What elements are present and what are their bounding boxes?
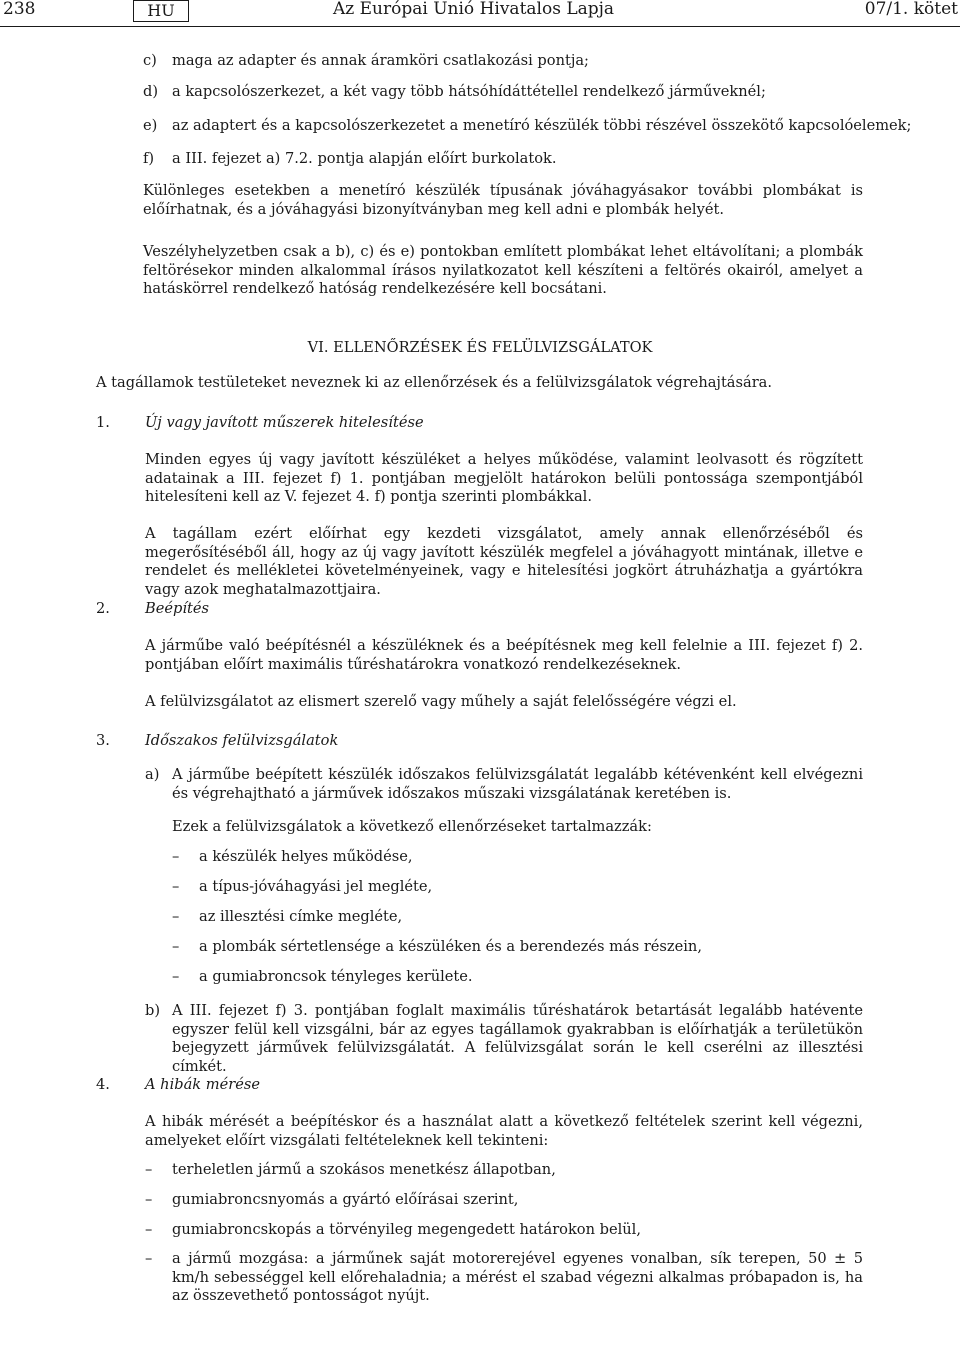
paragraph: A felülvizsgálatot az elismert szerelő vagy műhely a saját felelősségére végzi el. <box>145 693 737 710</box>
section-intro: A tagállamok testületeket neveznek ki az ellenőrzések és a felülvizsgálatok végrehajtására. <box>96 374 773 391</box>
paragraph: A hibák mérését a beépítéskor és a használat alatt a következő feltételek szerint kell végezni, amelyeket előírt vizsgálati feltételeknek kell tekinteni: <box>145 1113 863 1149</box>
header-rule <box>0 26 960 27</box>
list-item: a jármű mozgása: a járműnek saját motorerejével egyenes vonalban, sík terepen, 50 ± 5 km/h sebességgel kell előrehaladnia; a mérést el szabad végezni alkalmas próbapadon is, ha az összevethető pontosságot nyújt. <box>172 1250 863 1305</box>
paragraph: Minden egyes új vagy javított készüléket a helyes működése, valamint leolvasott és rögzített adatainak a III. fejezet f) 1. pontjában megjelölt határokon belüli pontossága szempontjából hitelesíteni kell az V. fejezet 4. f) pontja szerinti plombákkal. <box>145 451 863 506</box>
paragraph-emergency: Veszélyhelyzetben csak a b), c) és e) pontokban említett plombákat lehet eltávolítani; a plombák feltörésekor minden alkalommal írásos nyilatkozatot kell készíteni a feltörés okairól, amelyet a hatáskörrel rendelkező hatóság rendelkezésére kell bocsátani. <box>143 243 863 298</box>
page-number: 238 <box>3 0 36 19</box>
heading-number: 1. <box>96 414 110 431</box>
list-label: a) <box>145 766 160 783</box>
list-label: b) <box>145 1002 161 1019</box>
section-title: VI. ELLENŐRZÉSEK ÉS FELÜLVIZSGÁLATOK <box>307 339 653 356</box>
list-item: az illesztési címke megléte, <box>199 908 403 925</box>
heading-title: Időszakos felülvizsgálatok <box>145 732 339 749</box>
list-item: a készülék helyes működése, <box>199 848 413 865</box>
paragraph: A járműbe való beépítésnél a készüléknek és a beépítésnek meg kell felelnie a III. fejezet f) 2. pontjában előírt maximális tűréshatárokra vonatkozó rendelkezéseknek. <box>145 637 863 673</box>
list-item: a III. fejezet a) 7.2. pontja alapján előírt burkolatok. <box>172 150 557 167</box>
list-dash: – <box>145 1250 153 1267</box>
list-dash: – <box>172 848 180 865</box>
list-label: c) <box>143 52 157 69</box>
paragraph: A járműbe beépített készülék időszakos felülvizsgálatát legalább kétévenként kell elvégezni és végrehajtható a járművek időszakos műszaki vizsgálatának keretében is. <box>172 766 863 802</box>
paragraph: A III. fejezet f) 3. pontjában foglalt maximális tűréshatárok betartását legalább hatévente egyszer felül kell vizsgálni, bár az egyes tagállamok gyakrabban is előírhatják a területükön bejegyzett járművek felülvizsgálatát. A felülvizsgálat során le kell cserélni az illesztési címkét. <box>172 1002 863 1075</box>
paragraph-special-cases: Különleges esetekben a menetíró készülék típusának jóváhagyásakor további plombákat is előírhatnak, és a jóváhagyási bizonyítványban meg kell adni e plombák helyét. <box>143 182 863 218</box>
journal-title: Az Európai Unió Hivatalos Lapja <box>333 0 615 19</box>
list-item: a plombák sértetlensége a készüléken és a berendezés más részein, <box>199 938 702 955</box>
heading-number: 2. <box>96 600 110 617</box>
list-item: gumiabroncskopás a törvényileg megengedett határokon belül, <box>172 1221 641 1238</box>
page-header <box>0 0 960 30</box>
language-code-box: HU <box>133 0 189 22</box>
list-dash: – <box>172 908 180 925</box>
list-dash: – <box>172 968 180 985</box>
paragraph: A tagállam ezért előírhat egy kezdeti vizsgálatot, amely annak ellenőrzéséből és megerősítéséből áll, hogy az új vagy javított készülék megfelel a jóváhagyott mintának, illetve e rendelet és mellékletei követelményeinek, vagy e hitelesítési jogkört átruházhatja a gyártókra vagy azok meghatalmazottjaira. <box>145 525 863 598</box>
heading-number: 4. <box>96 1076 110 1093</box>
list-label: e) <box>143 117 158 134</box>
list-item: az adaptert és a kapcsolószerkezetet a menetíró készülék többi részével összekötő kapcsolóelemek; <box>172 117 912 134</box>
heading-title: A hibák mérése <box>145 1076 260 1093</box>
list-dash: – <box>145 1191 153 1208</box>
list-dash: – <box>145 1221 153 1238</box>
list-item: maga az adapter és annak áramköri csatlakozási pontja; <box>172 52 589 69</box>
list-label: d) <box>143 83 159 100</box>
list-item: terheletlen jármű a szokásos menetkész állapotban, <box>172 1161 556 1178</box>
heading-title: Beépítés <box>145 600 209 617</box>
issue-number: 07/1. kötet <box>864 0 958 19</box>
heading-number: 3. <box>96 732 110 749</box>
paragraph: Ezek a felülvizsgálatok a következő ellenőrzéseket tartalmazzák: <box>172 818 652 835</box>
list-dash: – <box>145 1161 153 1178</box>
heading-title: Új vagy javított műszerek hitelesítése <box>145 414 424 431</box>
list-item: gumiabroncsnyomás a gyártó előírásai szerint, <box>172 1191 519 1208</box>
list-label: f) <box>143 150 155 167</box>
list-item: a gumiabroncsok tényleges kerülete. <box>199 968 473 985</box>
list-dash: – <box>172 878 180 895</box>
list-item: a kapcsolószerkezet, a két vagy több hátsóhídáttétellel rendelkező járműveknél; <box>172 83 766 100</box>
list-dash: – <box>172 938 180 955</box>
list-item: a típus-jóváhagyási jel megléte, <box>199 878 433 895</box>
